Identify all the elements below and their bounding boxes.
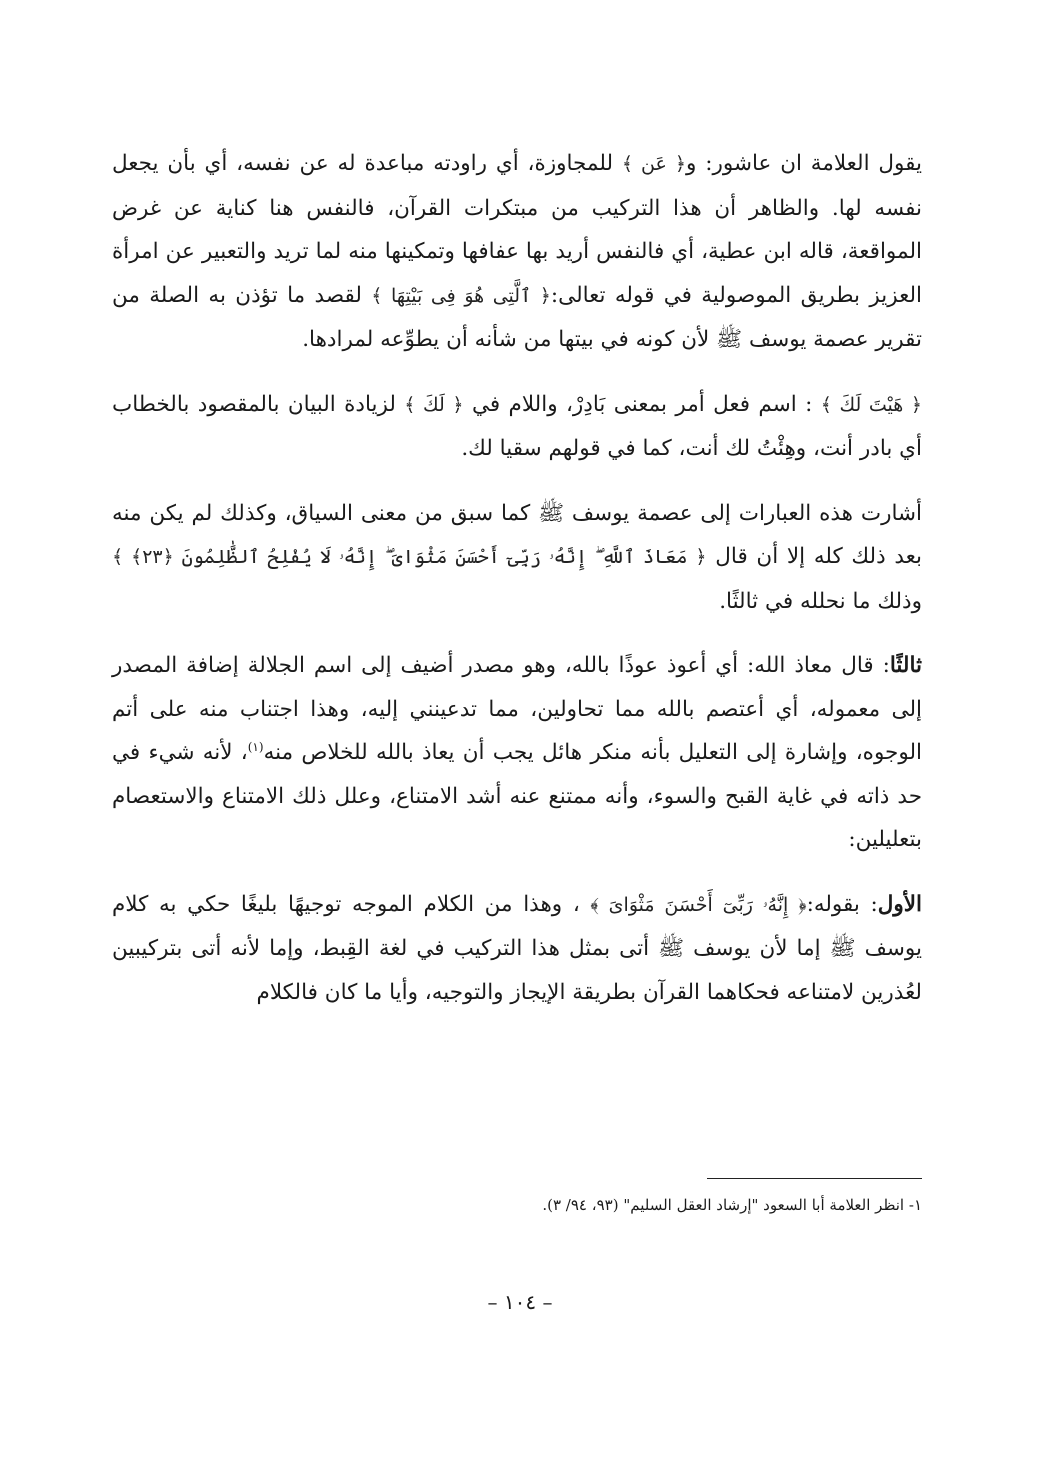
text-run: لزيادة البيان بالمقصود بالخطاب أي بادر أنت، وهِئْتُ لك أنت، كما في قولهم سقيا لك. [112, 391, 922, 461]
quran-quote: ﴿ ٱلَّتِى هُوَ فِى بَيْتِهَا ﴾ [371, 284, 551, 307]
text-run: : بقوله: [806, 891, 878, 917]
text-run: ، لأنه شيء في حد ذاته في غاية القبح والسوء، وأنه ممتنع عنه أشد الامتناع، وعلل ذلك الامتناع والاستعصام بتعليلين: [112, 740, 922, 852]
quran-quote: ﴿ مَعَاذَ ٱللَّهِ ۖ إِنَّهُۥ رَبِّىٓ أَحْسَنَ مَثْوَاىَ ۖ إِنَّهُۥ لَا يُفْلِحُ ٱلظَّٰلِمُونَ ﴿٢٣﴾ ﴾ [112, 546, 707, 568]
text-run: : قال معاذ الله: أي أعوذ عوذًا بالله، وهو مصدر أضيف إلى اسم الجلالة إضافة المصدر إلى معموله، أي أعتصم بالله مما تحاولين، مما تدعينني إليه، وهذا اجتناب منه على أتم الوجوه، وإشارة إلى التعليل بأنه منكر هائل يجب أن يعاذ بالله للخلاص منه [112, 653, 922, 765]
paragraph-p2 [112, 383, 922, 471]
text-run: لقصد ما تؤذن به الصلة من تقرير عصمة يوسف ﷺ لأن كونه في بيتها من شأنه أن يطوِّعه لمرادها. [112, 282, 922, 352]
text-run: وذلك ما نحلله في ثالثًا. [719, 588, 922, 614]
text-run: أشارت هذه العبارات إلى عصمة يوسف ﷺ كما سبق من معنى السياق، وكذلك لم يكن منه بعد ذلك كله إلا أن قال [112, 500, 923, 569]
main-text [112, 142, 922, 1035]
quran-quote: ﴿ هَيْتَ لَكَ ﴾ [820, 393, 923, 416]
quran-quote: ﴿ لَكَ ﴾ [404, 393, 464, 416]
text-run: : اسم فعل أمر بمعنى بَادِرْ، واللام في [463, 391, 821, 417]
text-run: ، وهذا من الكلام الموجه توجيهًا بليغًا حكي به كلام يوسف ﷺ إما لأن يوسف ﷺ أتى بمثل هذا التركيب في لغة القِبط، وإما لأنه أتى بتركيبين لعُذرين لامتناعه فحكاهما القرآن بطريقة الإيجاز والتوجيه، وأيا ما كان فالكلام [112, 891, 922, 1005]
quran-quote: ﴿ عَن ﴾ [621, 153, 687, 175]
paragraph-p5 [112, 883, 922, 1015]
text-run: للمجاوزة، أي راودته مباعدة له عن نفسه، أي بأن يجعل نفسه لها. والظاهر أن هذا التركيب من مبتكرات القرآن، فالنفس هنا كناية عن غرض المواقعة، قاله ابن عطية، أي فالنفس أريد بها عفافها وتمكينها منه لما تريد والتعبير عن امرأة العزيز بطريق الموصولية في قوله تعالى: [112, 151, 923, 308]
paragraph-p3 [112, 492, 922, 624]
section-heading: الأول [877, 891, 922, 917]
section-heading: ثالثًا [889, 653, 922, 678]
paragraph-p4 [112, 644, 922, 862]
footnote: ١- انظر العلامة أبا السعود "إرشاد العقل السليم" (٩٣، ٩٤/ ٣). [542, 1196, 922, 1214]
paragraph-p1 [112, 142, 922, 362]
page-number: – ١٠٤ – [487, 1290, 553, 1314]
footnote-ref: (١) [247, 739, 264, 754]
quran-quote: ﴿ إِنَّهُۥ رَبِّىٓ أَحْسَنَ مَثْوَاىَ ﴾ [590, 893, 807, 916]
text-run: يقول العلامة ان عاشور: و [686, 151, 922, 176]
footnote-separator [707, 1178, 922, 1179]
